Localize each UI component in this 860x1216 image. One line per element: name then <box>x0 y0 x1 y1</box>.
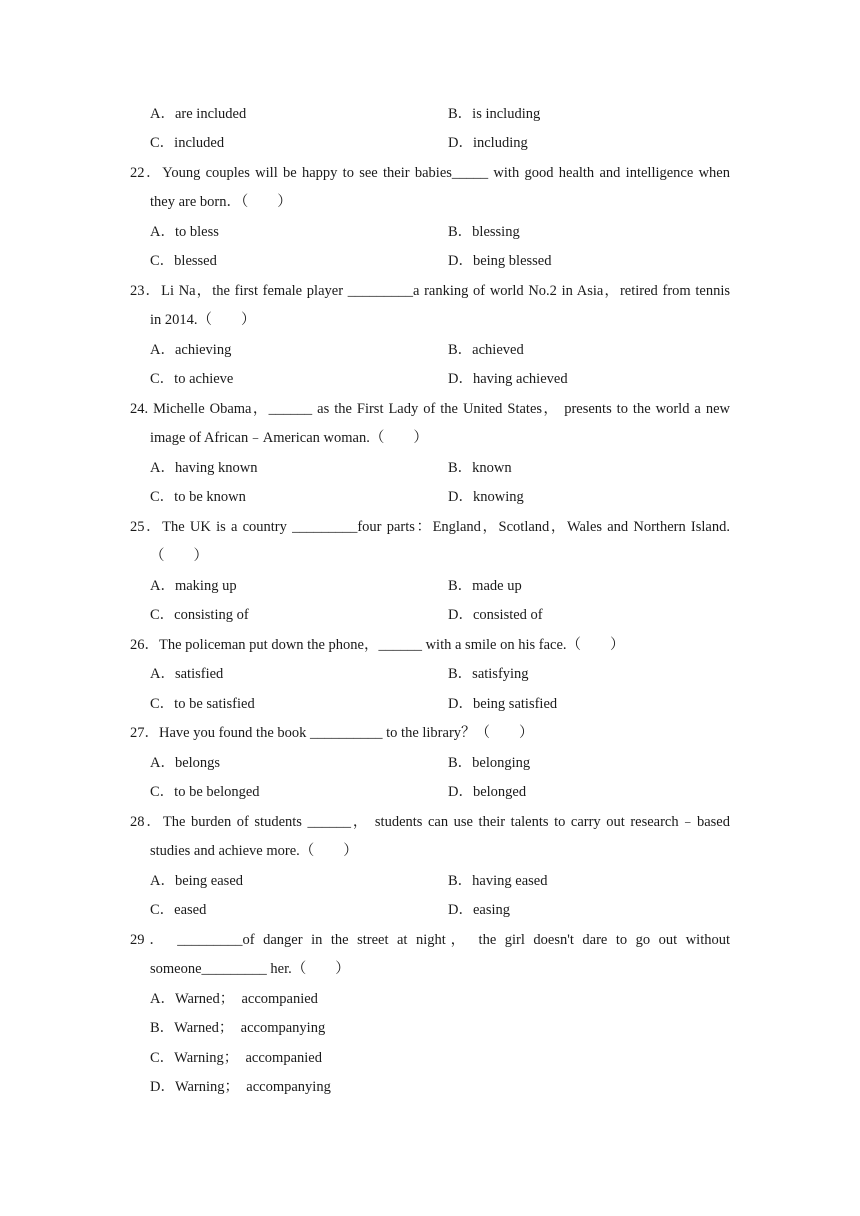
q23-stem-line2: in 2014.（ ） <box>150 312 256 328</box>
q24-option-a[interactable]: A．having known <box>150 460 258 476</box>
q24-option-c[interactable]: C．to be known <box>150 489 246 505</box>
q22-option-d[interactable]: D．being blessed <box>448 253 552 269</box>
q28-option-a[interactable]: A．being eased <box>150 873 244 889</box>
q24-option-b[interactable]: B．known <box>448 460 512 476</box>
q25-option-c[interactable]: C．consisting of <box>150 607 249 623</box>
q22-stem-line1: 22．Young couples will be happy to see their babies_____ with good health and intelligence when <box>130 165 730 181</box>
q29-option-a[interactable]: A．Warned； accompanied <box>150 991 318 1007</box>
q25-option-b[interactable]: B．made up <box>448 578 522 594</box>
q28-option-c[interactable]: C．eased <box>150 902 207 918</box>
q25-stem-line2: （ ） <box>150 548 208 564</box>
q26-stem-line1: 26．The policeman put down the phone，______ with a smile on his face.（ ） <box>130 637 625 653</box>
q27-option-d[interactable]: D．belonged <box>448 784 527 800</box>
q27-option-a[interactable]: A．belongs <box>150 755 221 771</box>
q23-option-d[interactable]: D．having achieved <box>448 371 568 387</box>
q21-option-a[interactable]: A．are included <box>150 106 247 122</box>
q29-option-b[interactable]: B．Warned； accompanying <box>150 1020 326 1036</box>
q21-option-d[interactable]: D．including <box>448 135 528 151</box>
q26-option-c[interactable]: C．to be satisfied <box>150 696 255 712</box>
q24-stem-line2: image of African﹣American woman.（ ） <box>150 430 428 446</box>
q23-option-a[interactable]: A．achieving <box>150 342 232 358</box>
q28-option-b[interactable]: B．having eased <box>448 873 548 889</box>
q23-option-c[interactable]: C．to achieve <box>150 371 234 387</box>
q25-option-a[interactable]: A．making up <box>150 578 237 594</box>
q26-option-b[interactable]: B．satisfying <box>448 666 529 682</box>
q29-option-d[interactable]: D．Warning； accompanying <box>150 1079 331 1095</box>
q23-option-b[interactable]: B．achieved <box>448 342 524 358</box>
q28-option-d[interactable]: D．easing <box>448 902 511 918</box>
q27-option-c[interactable]: C．to be belonged <box>150 784 260 800</box>
q29-stem-line2: someone_________ her.（ ） <box>150 961 350 977</box>
q24-stem-line1: 24. Michelle Obama，______ as the First Lady of the United States， presents to the world a new <box>130 401 730 417</box>
q27-stem-line1: 27．Have you found the book __________ to the library？（ ） <box>130 725 534 741</box>
q21-option-c[interactable]: C．included <box>150 135 225 151</box>
q28-stem-line1: 28．The burden of students ______， students can use their talents to carry out research﹣based <box>130 814 730 830</box>
q25-option-d[interactable]: D．consisted of <box>448 607 543 623</box>
q29-option-c[interactable]: C．Warning； accompanied <box>150 1050 322 1066</box>
q21-option-b[interactable]: B．is including <box>448 106 541 122</box>
q22-option-b[interactable]: B．blessing <box>448 224 520 240</box>
q26-option-a[interactable]: A．satisfied <box>150 666 224 682</box>
q25-stem-line1: 25．The UK is a country _________four parts：England，Scotland，Wales and Northern Island. <box>130 519 730 535</box>
q24-option-d[interactable]: D．knowing <box>448 489 524 505</box>
q27-option-b[interactable]: B．belonging <box>448 755 531 771</box>
q22-option-a[interactable]: A．to bless <box>150 224 219 240</box>
q29-stem-line1: 29． _________of danger in the street at night， the girl doesn't dare to go out without <box>130 932 730 948</box>
q28-stem-line2: studies and achieve more.（ ） <box>150 843 358 859</box>
q22-option-c[interactable]: C．blessed <box>150 253 217 269</box>
q22-stem-line2: they are born．（ ） <box>150 194 292 210</box>
q26-option-d[interactable]: D．being satisfied <box>448 696 558 712</box>
q23-stem-line1: 23．Li Na，the first female player _________a ranking of world No.2 in Asia，retired from tennis <box>130 283 730 299</box>
